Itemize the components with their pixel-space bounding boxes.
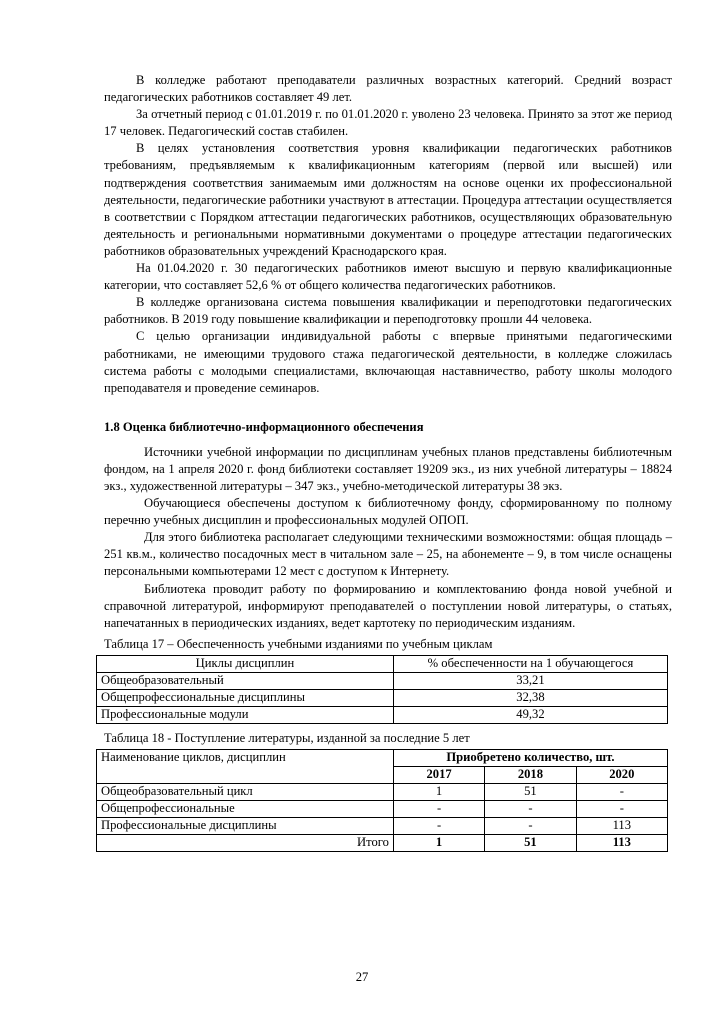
table-row <box>97 783 668 800</box>
paragraph: В целях установления соответствия уровня квалификации педагогических работников требованиям, предъявляемым к квалификационным категориям (первой или высшей) или подтверждения соответствия занимаемым ими должностям на основе оценки их профессиональной деятельности, педагогические работники участвуют в аттестации. Процедура аттестации осуществляется в соответствии с Порядком аттестации педагогических работников, осуществляющих образовательную деятельность и региональными нормативными документами о процедуре аттестации педагогических работников образовательных учреждений Краснодарского края. <box>104 141 672 258</box>
cell: 33,21 <box>393 672 667 689</box>
year-header: 2017 <box>393 766 484 783</box>
table-row <box>97 800 668 817</box>
paragraph: За отчетный период с 01.01.2019 г. по 01.01.2020 г. уволено 23 человека. Принято за этот же период 17 человек. Педагогический состав стабилен. <box>104 107 672 139</box>
cell: 32,38 <box>393 689 667 706</box>
cell: 1 <box>393 783 484 800</box>
column-group-header: Приобретено количество, шт. <box>393 749 667 766</box>
paragraph: Обучающиеся обеспечены доступом к библиотечному фонду, сформированному по полному перечню учебных дисциплин и профессиональных модулей ОПОП. <box>104 496 672 528</box>
cell: - <box>393 800 484 817</box>
cell: - <box>485 800 576 817</box>
table17-caption: Таблица 17 – Обеспеченность учебными изданиями по учебным циклам <box>104 636 493 651</box>
table-row <box>97 706 668 723</box>
paragraph: С целью организации индивидуальной работы с впервые принятыми педагогическими работниками, не имеющими трудового стажа педагогической деятельности, в колледже сложилась система работы с молодыми специалистами, включающая наставничество, работу школы молодого преподавателя и проведение семинаров. <box>104 329 672 395</box>
table-row <box>97 689 668 706</box>
paragraph: Источники учебной информации по дисциплинам учебных планов представлены библиотечным фондом, на 1 апреля 2020 г. фонд библиотеки составляет 19209 экз., из них учебной литературы – 18824 экз., художественной литературы – 347 экз., учебно-методической литературы 38 экз. <box>104 444 672 493</box>
total-cell: 51 <box>485 834 576 851</box>
table-header-row <box>97 749 668 766</box>
page-number: 27 <box>355 970 369 984</box>
table-total-row <box>97 834 668 851</box>
cell: - <box>576 783 667 800</box>
cell: Профессиональные дисциплины <box>97 817 394 834</box>
cell: 113 <box>576 817 667 834</box>
table-header-row <box>97 655 668 672</box>
document-page <box>101 72 672 852</box>
cell: - <box>393 817 484 834</box>
paragraph: Для этого библиотека располагает следующими техническими возможностями: общая площадь – 251 кв.м., количество посадочных мест в читальном зале – 25, на абонементе – 9, в том числе оснащены персональными компьютерами 12 мест с доступом к Интернету. <box>104 530 672 579</box>
paragraph: В колледже организована система повышения квалификации и переподготовки педагогических работников. В 2019 году повышение квалификации и переподготовку прошли 44 человека. <box>104 295 672 327</box>
cell: Общеобразовательный <box>97 672 394 689</box>
cell: - <box>485 817 576 834</box>
year-header: 2018 <box>485 766 576 783</box>
column-header: Наименование циклов, дисциплин <box>97 749 394 783</box>
cell: 51 <box>485 783 576 800</box>
column-header: % обеспеченности на 1 обучающегося <box>393 655 667 672</box>
table-row <box>97 817 668 834</box>
cell: Профессиональные модули <box>97 706 394 723</box>
paragraph: В колледже работают преподаватели различных возрастных категорий. Средний возраст педагогических работников составляет 49 лет. <box>104 73 672 105</box>
table17 <box>96 655 668 724</box>
total-cell: 1 <box>393 834 484 851</box>
paragraph: На 01.04.2020 г. 30 педагогических работников имеют высшую и первую квалификационные категории, что составляет 52,6 % от общего количества педагогических работников. <box>104 261 672 293</box>
library-section <box>104 444 672 632</box>
paragraph: Библиотека проводит работу по формированию и комплектованию фонда новой учебной и справочной литературой, информируют преподавателей о поступлении новой литературы, о статьях, напечатанных в периодических изданиях, ведет картотеку по периодическим изданиям. <box>104 581 672 630</box>
section-heading: 1.8 Оценка библиотечно-информационного обеспечения <box>104 419 424 434</box>
table-row <box>97 672 668 689</box>
cell: 49,32 <box>393 706 667 723</box>
staff-section <box>104 72 672 397</box>
cell: - <box>576 800 667 817</box>
cell: Общепрофессиональные дисциплины <box>97 689 394 706</box>
table18 <box>96 749 668 852</box>
table18-caption: Таблица 18 - Поступление литературы, изданной за последние 5 лет <box>104 730 470 745</box>
column-header: Циклы дисциплин <box>97 655 394 672</box>
cell: Общепрофессиональные <box>97 800 394 817</box>
cell: Общеобразовательный цикл <box>97 783 394 800</box>
total-label: Итого <box>97 834 394 851</box>
total-cell: 113 <box>576 834 667 851</box>
year-header: 2020 <box>576 766 667 783</box>
